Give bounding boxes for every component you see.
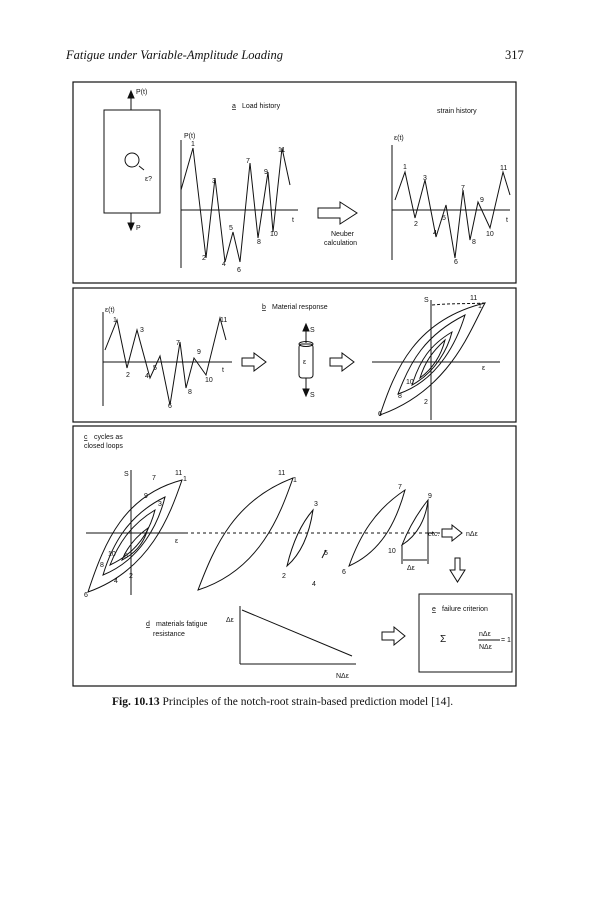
loop-label: 1 (478, 303, 482, 310)
figure-label: Fig. 10.13 (112, 696, 160, 708)
load-peak-label: 4 (222, 261, 226, 268)
load-peak-label: 10 (270, 231, 278, 238)
neuber-label-2: calculation (324, 240, 358, 247)
panel-b-strain-axis: ε(t) (105, 307, 115, 314)
panel-d-letter: d (146, 621, 150, 628)
loop-6-7 (349, 490, 405, 566)
c2-label: 2 (282, 573, 286, 580)
strain-peak-label: 10 (486, 231, 494, 238)
panel-d-x-axis: NΔε (336, 673, 349, 680)
epsilon-question: ε? (145, 176, 153, 183)
c2-label: 10 (388, 548, 396, 555)
arrow-down (450, 558, 465, 582)
strain-history-line (395, 172, 510, 258)
strain-peak-label: 2 (414, 221, 418, 228)
n-delta-label: nΔε (466, 531, 478, 538)
b-label: 10 (205, 377, 213, 384)
criterion-denominator: NΔε (479, 644, 492, 651)
specimen-plate (104, 110, 160, 213)
strain-axis-label: ε(t) (394, 135, 404, 142)
loop-1-11 (198, 478, 293, 590)
c-label: 4 (114, 578, 118, 585)
c-s-axis: S (124, 471, 129, 478)
criterion-equals: = 1 (501, 637, 511, 644)
load-peak-label: 3 (212, 178, 216, 185)
element-epsilon: ε (303, 359, 307, 366)
notch-hole (125, 153, 139, 167)
loop-label: 10 (406, 379, 414, 386)
c-label: 2 (129, 573, 133, 580)
strain-peak-label: 8 (472, 239, 476, 246)
c-label: 7 (152, 475, 156, 482)
strain-peak-label: 7 (461, 185, 465, 192)
fatigue-resistance-line (242, 610, 352, 656)
panel-d-title-2: resistance (153, 631, 185, 638)
delta-eps-label: Δε (407, 565, 415, 572)
panel-c-title-1: cycles as (94, 434, 123, 441)
page-number: 317 (505, 48, 524, 62)
strain-peak-label: 4 (433, 230, 437, 237)
c-label: 8 (100, 562, 104, 569)
load-peak-label: 1 (191, 141, 195, 148)
c-label: 6 (84, 592, 88, 599)
c2-label: 11 (278, 470, 286, 477)
c2-label: 6 (342, 569, 346, 576)
c2-label: 5 (324, 550, 328, 557)
c-label: 11 (175, 470, 183, 477)
load-axis-label: P(t) (184, 133, 196, 140)
c-label: 3 (158, 501, 162, 508)
loop-2-3 (287, 510, 313, 566)
c2-label: 3 (314, 501, 318, 508)
force-top-label: P(t) (136, 89, 148, 96)
c2-label: 9 (428, 493, 432, 500)
arrow-to-criterion (382, 627, 405, 645)
b-label: 8 (188, 389, 192, 396)
panel-c-letter: c (84, 434, 88, 441)
panel-b-letter: b (262, 304, 266, 311)
arrow-right-c (442, 525, 462, 541)
load-peak-label: 9 (264, 169, 268, 176)
loop-eps-axis: ε (482, 365, 486, 372)
load-t-label: t (292, 217, 294, 224)
load-peak-label: 11 (278, 147, 286, 154)
b-label: 9 (197, 349, 201, 356)
criterion-numerator: nΔε (479, 631, 491, 638)
etc-label: etc. (428, 531, 440, 538)
stress-bottom: S (310, 392, 315, 399)
closed-loop-large (88, 480, 182, 592)
c2-label: 4 (312, 581, 316, 588)
panel-e-letter: e (432, 606, 436, 613)
force-bottom-label: P (136, 225, 141, 232)
panel-a-title: Load history (242, 103, 281, 110)
c-label: 5 (124, 553, 128, 560)
panel-d-y-axis: Δε (226, 617, 234, 624)
strain-peak-label: 3 (423, 175, 427, 182)
b-label: 7 (176, 340, 180, 347)
neuber-arrow (318, 202, 357, 224)
load-peak-label: 5 (229, 225, 233, 232)
strain-peak-label: 11 (500, 165, 508, 172)
panel-b-title: Material response (272, 304, 328, 311)
loop-s-axis: S (424, 297, 429, 304)
strain-peak-label: 5 (442, 215, 446, 222)
stress-top: S (310, 327, 315, 334)
panel-c-frame (73, 426, 516, 686)
neuber-label-1: Neuber (331, 231, 354, 238)
strain-history-title: strain history (437, 108, 477, 115)
load-peak-label: 2 (202, 255, 206, 262)
b-label: 5 (153, 365, 157, 372)
c-label: 9 (144, 493, 148, 500)
loop-label: 11 (470, 295, 478, 302)
panel-b (103, 300, 500, 420)
c2-label: 7 (398, 484, 402, 491)
panel-a-letter: a (232, 103, 236, 110)
b-label: 2 (126, 372, 130, 379)
loop-label: 2 (424, 399, 428, 406)
b-label: 4 (145, 373, 149, 380)
b-label: 6 (168, 403, 172, 410)
strain-peak-label: 6 (454, 259, 458, 266)
panel-c-title-2: closed loops (84, 443, 123, 450)
panel-d-title-1: materials fatigue (156, 621, 208, 628)
c-label: 10 (108, 551, 116, 558)
strain-t-label: t (506, 217, 508, 224)
b-label: 3 (140, 327, 144, 334)
load-history-line (181, 148, 290, 262)
outer-hysteresis-loop (380, 303, 485, 415)
panel-a (104, 91, 510, 268)
panel-e-title: failure criterion (442, 606, 488, 613)
loop-label: 8 (398, 393, 402, 400)
loop-label: 6 (378, 411, 382, 418)
b-label: 11 (220, 317, 228, 324)
arrow-to-loops (330, 353, 354, 371)
strain-peak-label: 1 (403, 164, 407, 171)
running-header-title: Fatigue under Variable-Amplitude Loading (66, 48, 283, 62)
panel-b-t: t (222, 367, 224, 374)
c-label: 1 (183, 476, 187, 483)
loop-9-10 (402, 500, 428, 545)
load-peak-label: 6 (237, 267, 241, 274)
strain-peak-label: 9 (480, 197, 484, 204)
c2-label: 1 (293, 477, 297, 484)
c-eps-axis: ε (175, 538, 179, 545)
load-peak-label: 7 (246, 158, 250, 165)
panel-c (86, 470, 512, 672)
b-label: 1 (113, 317, 117, 324)
arrow-to-specimen (242, 353, 266, 371)
sum-symbol: Σ (440, 634, 447, 645)
load-peak-label: 8 (257, 239, 261, 246)
caption-text: Principles of the notch-root strain-based prediction model [14]. (162, 696, 454, 708)
figure-caption (112, 696, 453, 708)
